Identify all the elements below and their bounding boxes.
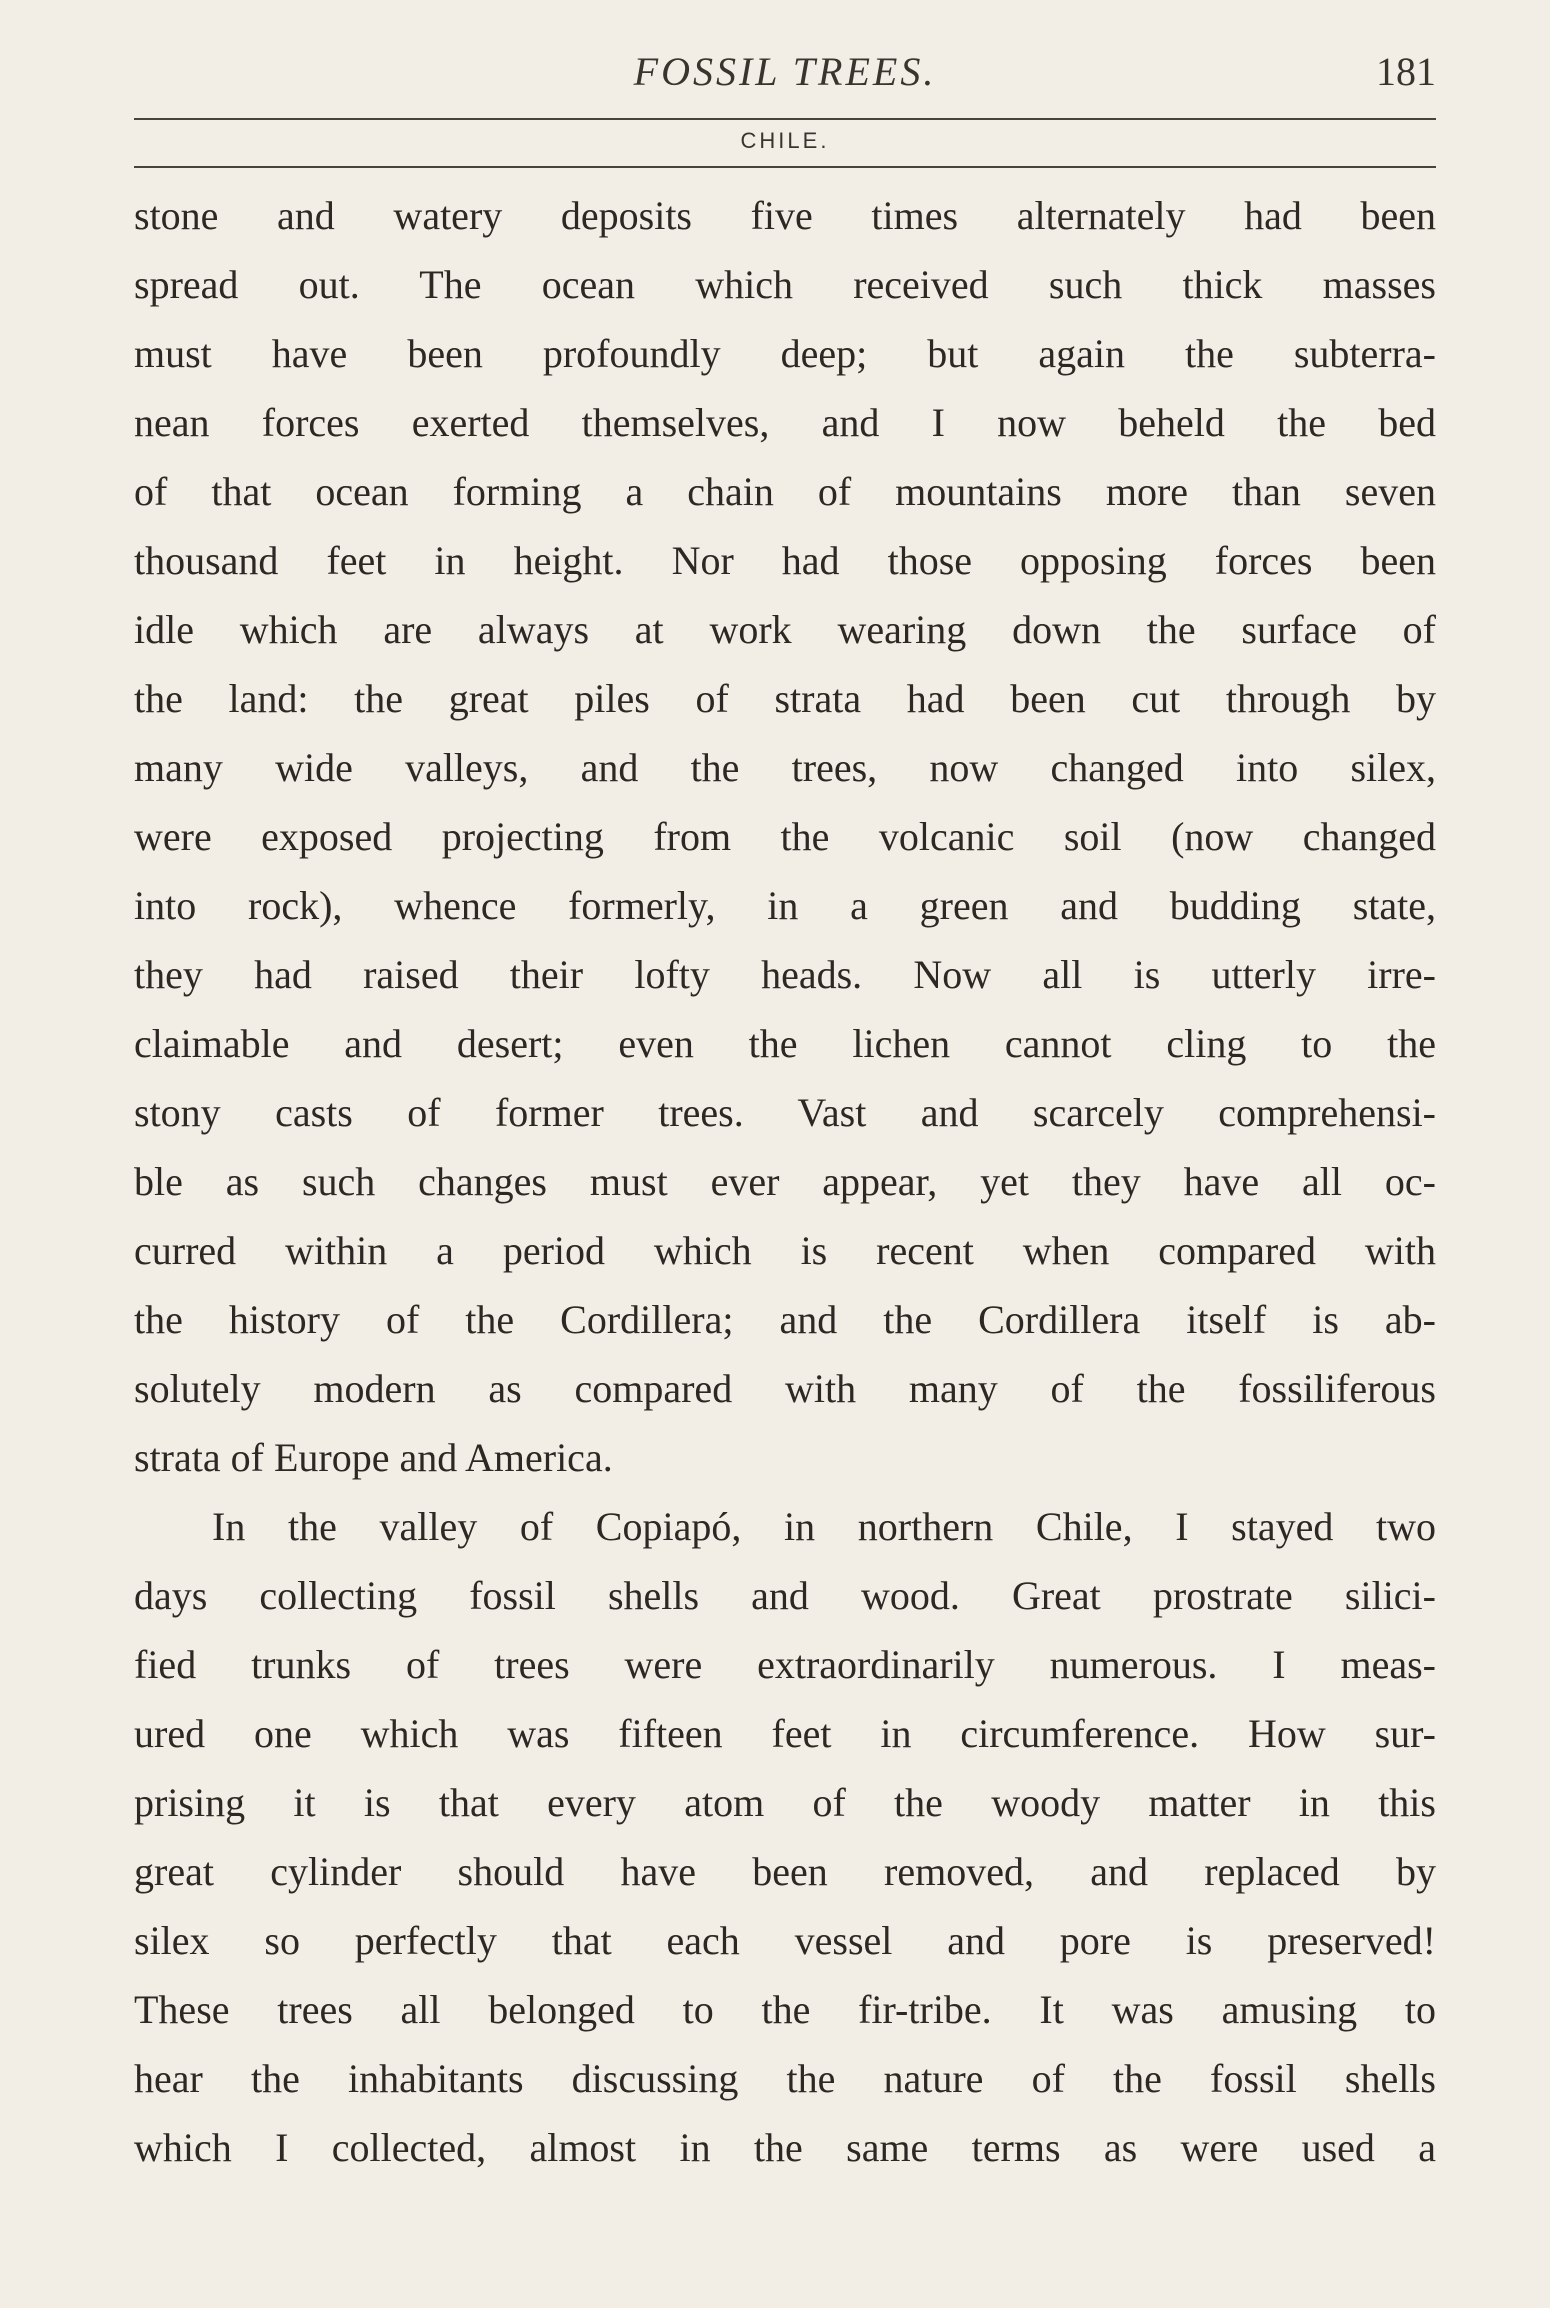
text-line: solutely modern as compared with many of the fossiliferous xyxy=(134,1366,1436,1411)
text-line: great cylinder should have been removed, and replaced by xyxy=(134,1849,1436,1894)
text-line: prising it is that every atom of the woody matter in this xyxy=(134,1780,1436,1825)
text-line: into rock), whence formerly, in a green and budding state, xyxy=(134,883,1436,928)
text-line: ured one which was fifteen feet in circumference. How sur- xyxy=(134,1711,1436,1756)
text-line: many wide valleys, and the trees, now changed into silex, xyxy=(134,745,1436,790)
running-head xyxy=(134,48,1436,104)
text-line: the land: the great piles of strata had been cut through by xyxy=(134,676,1436,721)
text-line: hear the inhabitants discussing the nature of the fossil shells xyxy=(134,2056,1436,2101)
text-line: curred within a period which is recent when compared with xyxy=(134,1228,1436,1273)
text-line: must have been profoundly deep; but again the subterra- xyxy=(134,331,1436,376)
section-label: CHILE. xyxy=(740,128,830,153)
text-line: spread out. The ocean which received such thick masses xyxy=(134,262,1436,307)
header-rule-top xyxy=(134,118,1436,120)
text-line: which I collected, almost in the same terms as were used a xyxy=(134,2125,1436,2170)
text-line: were exposed projecting from the volcanic soil (now changed xyxy=(134,814,1436,859)
text-line: they had raised their lofty heads. Now all is utterly irre- xyxy=(134,952,1436,997)
text-line: the history of the Cordillera; and the Cordillera itself is ab- xyxy=(134,1297,1436,1342)
text-line: ble as such changes must ever appear, yet they have all oc- xyxy=(134,1159,1436,1204)
text-line: strata of Europe and America. xyxy=(134,1435,613,1480)
text-line: silex so perfectly that each vessel and pore is preserved! xyxy=(134,1918,1436,1963)
header-rule-bottom xyxy=(134,166,1436,168)
text-line: days collecting fossil shells and wood. Great prostrate silici- xyxy=(134,1573,1436,1618)
text-line: thousand feet in height. Nor had those opposing forces been xyxy=(134,538,1436,583)
running-title: FOSSIL TREES. xyxy=(633,49,937,94)
text-line: stone and watery deposits five times alternately had been xyxy=(134,193,1436,238)
text-line: nean forces exerted themselves, and I now beheld the bed xyxy=(134,400,1436,445)
text-line: claimable and desert; even the lichen cannot cling to the xyxy=(134,1021,1436,1066)
text-line: fied trunks of trees were extraordinarily numerous. I meas- xyxy=(134,1642,1436,1687)
text-line: of that ocean forming a chain of mountains more than seven xyxy=(134,469,1436,514)
text-line: In the valley of Copiapó, in northern Chile, I stayed two xyxy=(212,1504,1436,1549)
page-number: 181 xyxy=(1376,49,1436,94)
text-line: idle which are always at work wearing down the surface of xyxy=(134,607,1436,652)
text-line: stony casts of former trees. Vast and scarcely comprehensi- xyxy=(134,1090,1436,1135)
text-line: These trees all belonged to the fir-tribe. It was amusing to xyxy=(134,1987,1436,2032)
